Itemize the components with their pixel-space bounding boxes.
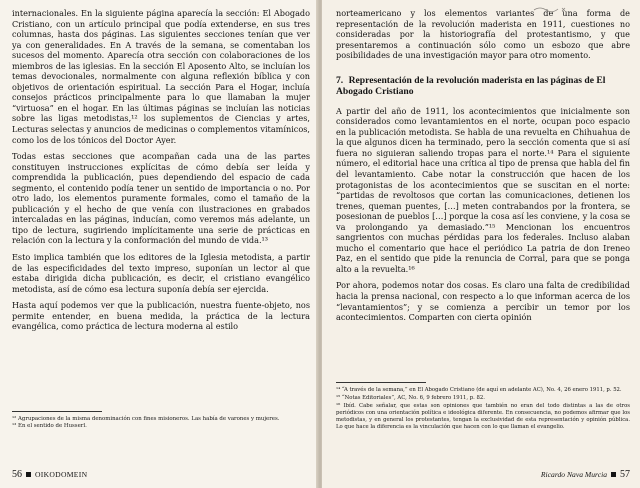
section-heading — [336, 75, 630, 98]
right-page-number: 57 — [620, 469, 630, 480]
footnote-12: ¹² Agrupaciones de la misma denominación con fines misioneros. Las había de varones y mujeres. — [12, 416, 280, 422]
footnote-16: ¹⁶ Ibíd. Cabe señalar, que estas son opiniones que también no eran del todo distintas a las de otros periódicos con una orientación política e ideológica diferente. En consecuencia, no podemos afirmar que los metodistas, y en general los protestantes, tengan la exclusividad de esta representación y opinión pública. Lo que hace la diferencia es la vinculación que hacen con lo que llaman el evangelio. — [336, 402, 630, 430]
left-footnotes — [12, 411, 310, 431]
folio-square-icon — [611, 472, 616, 477]
left-paragraph-1: internacionales. En la siguiente página aparecía la sección: El Abogado Cristiano, con un artículo principal que podía extenderse, en sus tres columnas, hasta dos páginas. Las siguientes secciones tenían que ver ya con generalidades. En A través de la semana, se comentaban los sucesos del momento. Aparecía otra sección con colaboraciones de los miembros de las iglesias. En la sección El Aposento Alto, se incluían los temas devocionales, normalmente con alguna reflexión bíblica y con objetivos de orientación espiritual. La sección Para el Hogar, incluía consejos prácticos principalmente para lo que llamaban la mujer “virtuosa” en el hogar. En las últimas páginas se incluían las noticias sobre las ligas metodistas,¹² los suplementos de Ciencias y artes, Lecturas selectas y anuncios de medicinas o complementos vitamínicos, como los de los tónicos del Doctor Ayer. — [12, 8, 310, 145]
right-folio — [541, 469, 630, 480]
left-paragraph-3: Esto implica también que los editores de la Iglesia metodista, a partir de las especificidades del texto impreso, suponían un lector al que estaba dirigida dicha publicación, es decir, el cristiano evangélico metodista, así de cómo esa lectura suponía debía ser ejercida. — [12, 252, 310, 294]
footnote-rule — [336, 382, 426, 383]
author-name: Ricardo Nava Murcia — [540, 470, 607, 479]
section-title: Representación de la revolución maderista en las páginas de El Abogado Cristiano — [336, 74, 606, 98]
right-footnotes — [336, 382, 630, 431]
pencil-mark-icon — [532, 4, 572, 14]
section-number: 7. — [336, 74, 344, 86]
journal-title: OIKODOMEIN — [35, 470, 88, 479]
left-page-number: 56 — [12, 469, 22, 480]
footnote-14: ¹⁴ “A través de la semana,” en El Abogado Cristiano (de aquí en adelante AC), No. 4, 26 enero 1911, p. 52. — [336, 387, 622, 393]
left-page — [0, 0, 318, 488]
right-paragraph-top: norteamericano y los elementos variantes de una forma de representación de la revolución maderista en 1911, cuestiones no consideradas por la historiografía del protestantismo, y que presentaremos a continuación sólo como un esbozo que abre posibilidades de una investigación mayor para otro momento. — [336, 8, 630, 61]
footnote-13: ¹³ En el sentido de Husserl. — [12, 423, 87, 430]
footnote-15: ¹⁵ “Notas Editoriales”, AC, No. 6, 9 febrero 1911, p. 82. — [336, 394, 485, 401]
right-page — [322, 0, 640, 488]
footnote-rule — [12, 411, 102, 412]
left-folio — [12, 469, 87, 480]
right-paragraph-1: A partir del año de 1911, los acontecimientos que inicialmente son considerados como levantamientos en el norte, ocupan poco espacio en la publicación metodista. Se habla de una revuelta en Chihuahua de la que algunos dicen ha terminado, pero la sección comenta que si así fuera no siguieran saliendo tropas para el norte.¹⁴ Para el siguiente número, el editorial hace una crítica al tipo de prensa que habla del fin del levantamiento. Cabe notar la construcción que hacen de los protagonistas de los acontecimientos que se suscitan en el norte: “partidas de revoltosos que cortan las comunicaciones, detienen los trenes, queman puentes, […] meten contrabandos por la frontera, se posesionan de pueblos […] porque la cosa así les conviene, y la cosa se va prolongando ya demasiado.”¹⁵ Mencionan los encuentros sangrientos con muchas pérdidas para los federales. Incluso alaban mucho el comentario que hace el periódico La patria de don Ireneo Paz, en el sentido que pide la renuncia de Corral, para que se ponga alto a la revuelta.¹⁶ — [336, 105, 630, 274]
left-paragraph-2: Todas estas secciones que acompañan cada una de las partes constituyen instrucciones explícitas de cómo debía ser leída y comprendida la publicación, pues dependiendo del espacio de cada segmento, el contenido podía tener un sentido de importancia o no. Por otro lado, los elementos puramente formales, como el tamaño de la publicación y el hecho de que venía con ilustraciones en grabados intercaladas en las páginas, inducían, como veremos más adelante, un tipo de lectura, sugiriendo implícitamente una serie de prácticas en relación con la lectura y la conformación del mundo de vida.¹³ — [12, 151, 310, 246]
right-paragraph-2: Por ahora, podemos notar dos cosas. Es claro una falta de credibilidad hacia la prensa nacional, con respecto a lo que informan acerca de los “levantamientos”; y se comienza a percibir un temor por los acontecimientos. Comparten con cierta opinión — [336, 280, 630, 323]
left-paragraph-4: Hasta aquí podemos ver que la publicación, nuestra fuente-objeto, nos permite entender, en buena medida, la práctica de la lectura evangélica, como práctica de lectura moderna al estilo — [12, 300, 310, 332]
folio-square-icon — [26, 472, 31, 477]
